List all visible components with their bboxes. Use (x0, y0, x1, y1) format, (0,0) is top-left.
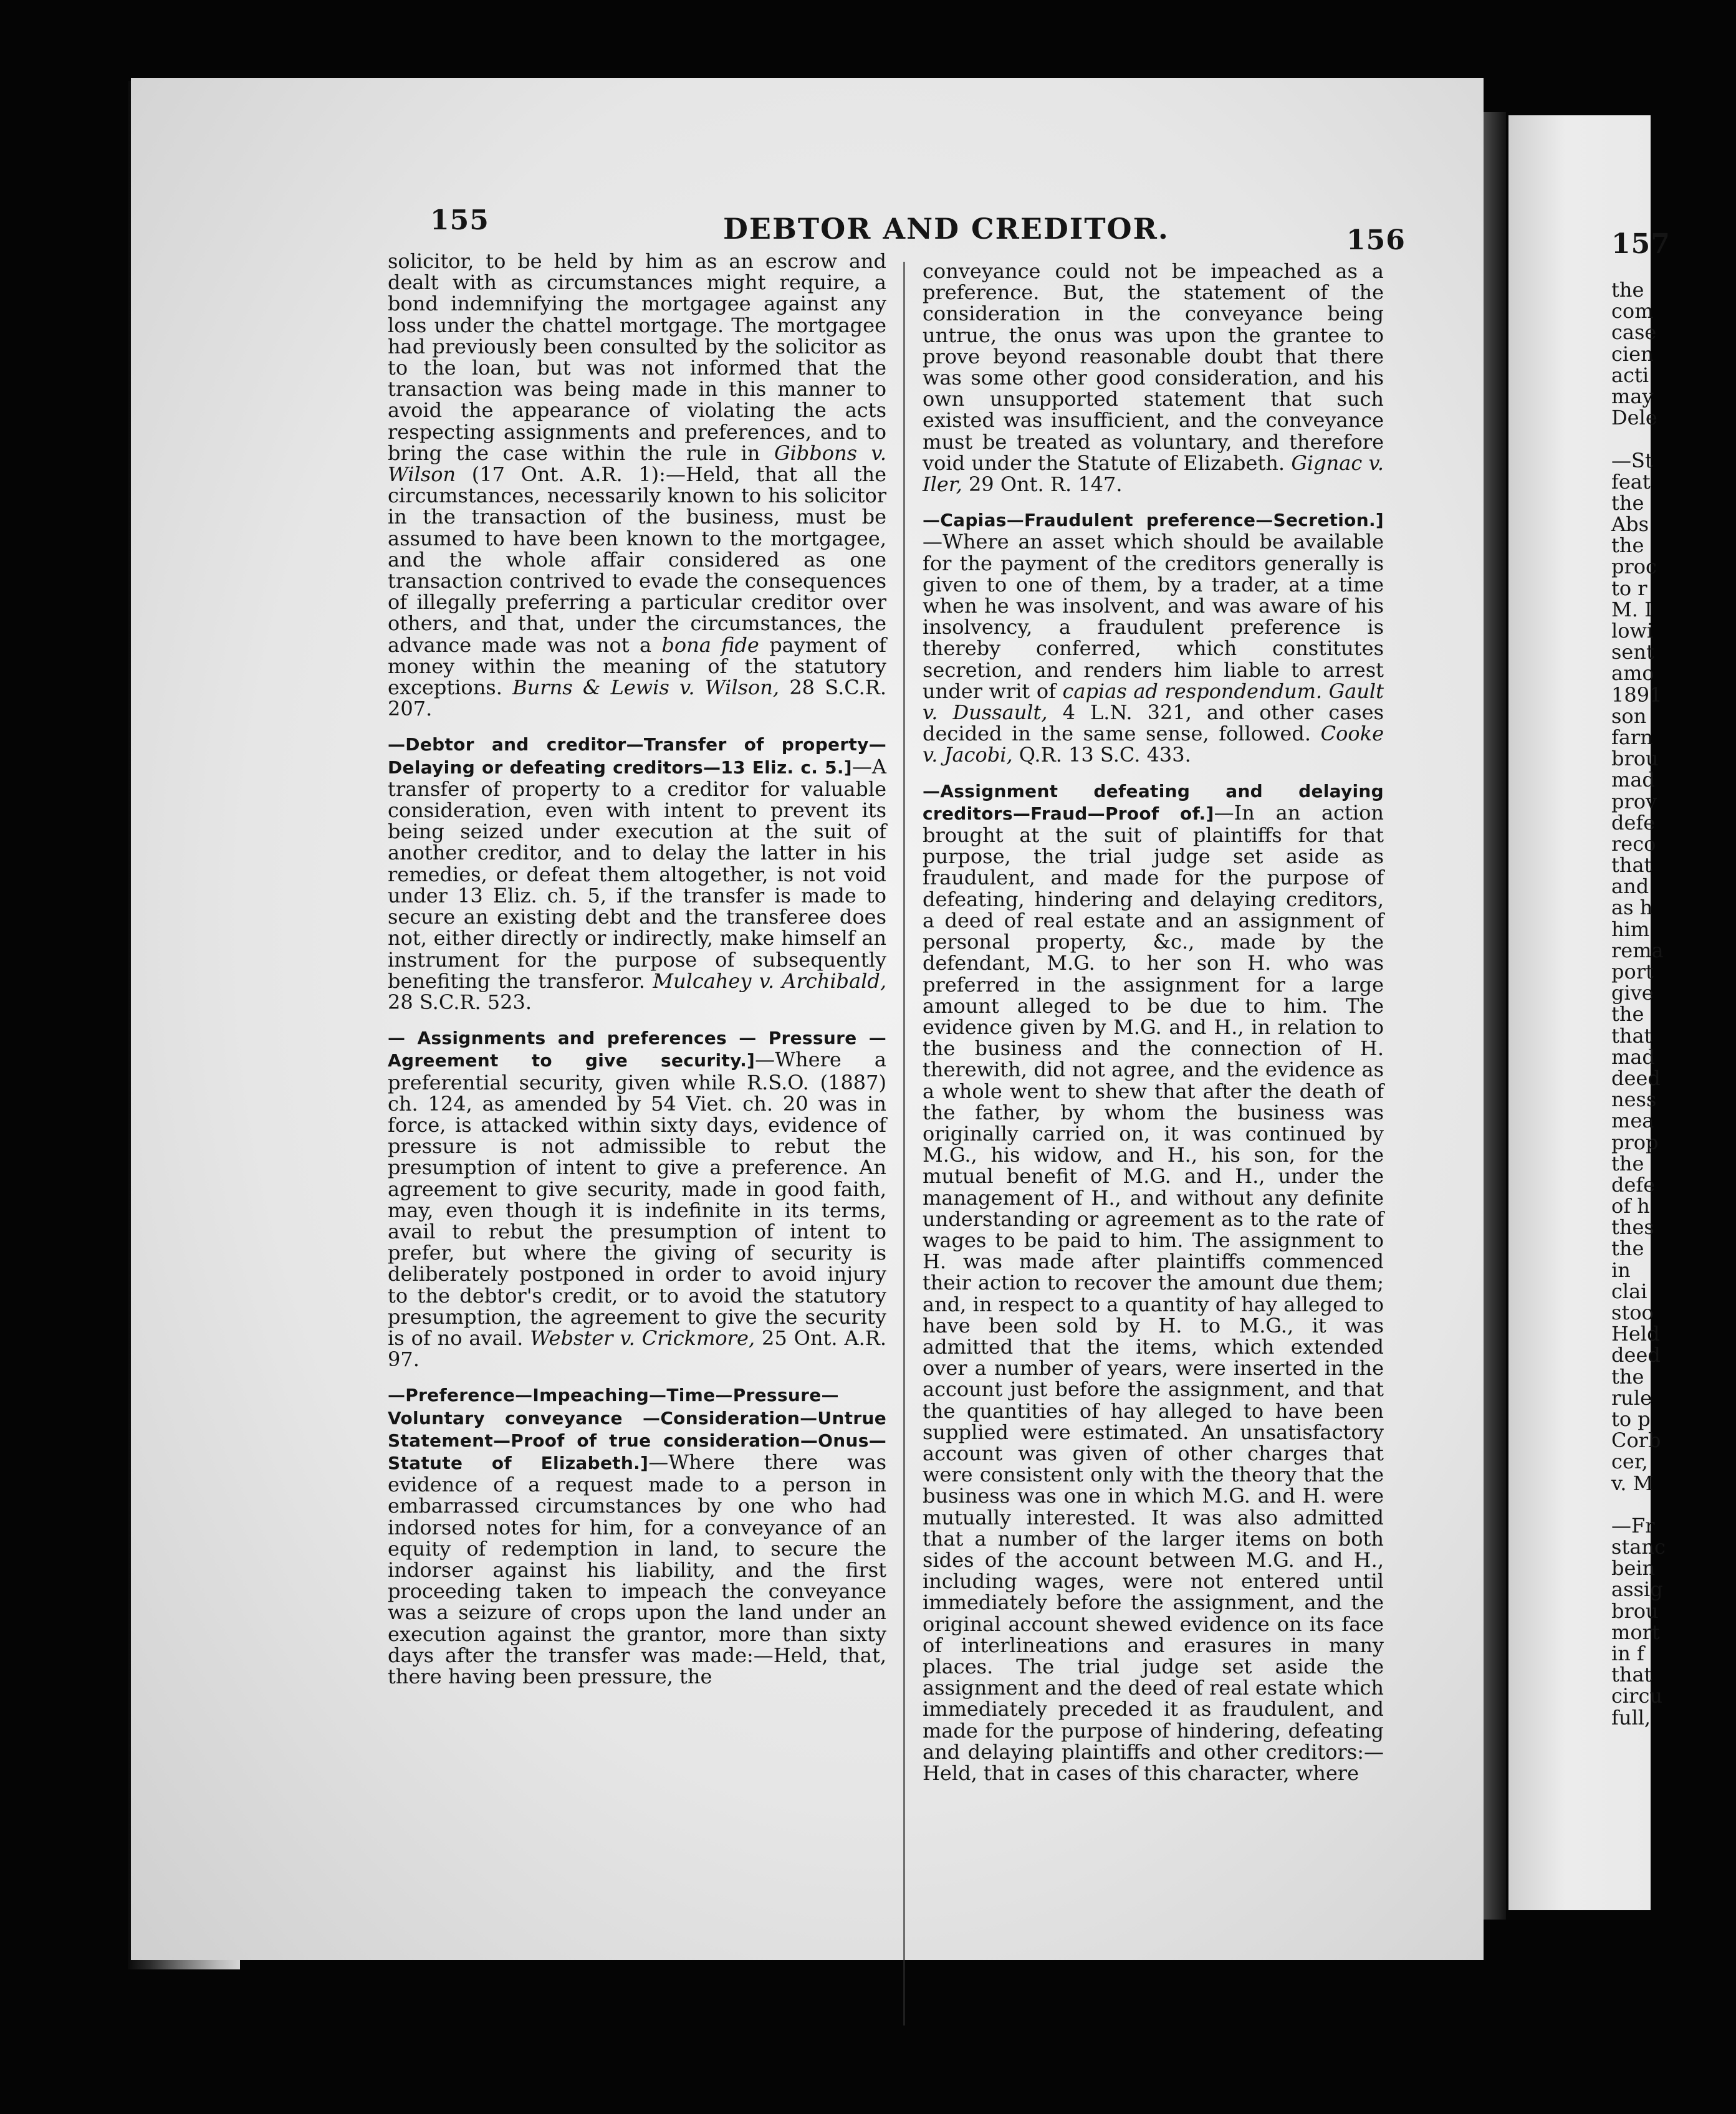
entry-heading: —Debtor and creditor—Transfer of property—Delaying or defeating creditors—13 Eliz. c. 5.] (388, 734, 886, 778)
next-page-line-fragment: Corb (1611, 1428, 1661, 1453)
next-page-line-fragment: the (1611, 490, 1644, 515)
next-page-line-fragment: rema (1611, 938, 1664, 962)
next-page-line-fragment: prop (1611, 1130, 1659, 1154)
left-text-column (388, 251, 886, 1701)
page-title: DEBTOR AND CREDITOR. (723, 212, 1169, 246)
entry-burns-v-wilson (388, 251, 886, 719)
entry-mulcahey-v-archibald (388, 733, 886, 1013)
next-page-line-fragment: 1891 (1611, 682, 1662, 707)
next-page-line-fragment: defe (1611, 1172, 1656, 1197)
next-page-line-fragment: him (1611, 917, 1650, 941)
case-citation: 28 S.C.R. 207. (388, 676, 887, 721)
case-citation: 28 S.C.R. 523. (388, 990, 532, 1014)
entry-heading: —Assignment defeating and delaying creditors—Fraud—Proof of.] (923, 780, 1384, 824)
entry-text: payment of money within the meaning of the statutory exceptions. (388, 633, 887, 700)
next-page-line-fragment (1611, 1494, 1736, 1515)
next-page-line-fragment: amo (1611, 661, 1654, 686)
next-page-line-fragment: mea (1611, 1109, 1654, 1133)
next-page-line-fragment: in (1611, 1258, 1631, 1282)
next-page-line-fragment: give (1611, 981, 1654, 1005)
entry-heading: —Preference—Impeaching—Time—Pressure—Voluntary conveyance —Consideration—Untrue Statement—Proof of true consideration—Onus—Statute of Elizabeth.] (388, 1385, 886, 1473)
case-citation: 29 Ont. R. 147. (962, 472, 1123, 497)
page-number-right: 156 (1346, 224, 1406, 256)
entry-webster-v-crickmore (388, 1026, 886, 1370)
entry-gignac-v-iler (388, 1384, 886, 1687)
next-page-line-fragment: farn (1611, 725, 1653, 749)
next-page-line-fragment: deed (1611, 1343, 1661, 1367)
next-page-line-fragment: in f (1611, 1642, 1644, 1665)
next-page-line-fragment: the (1611, 278, 1644, 302)
entry-text: —In an action brought at the suit of plaintiffs for that purpose, the trial judge set aside as fraudulent, and made for the purpose of defeating, hindering and delaying creditors, a deed of real estate and an assignment of personal property, &c., made by the defendant, M.G. to her son H. who was preferred in the assignment for a large amount alleged to be due to him. The evidence given by M.G. and H., in relation to the business and the connection of H. therewith, did not agree, and the evidence as a whole went to shew that after the death of the father, by whom the business was originally carried on, it was continued by M.G., his widow, and H., his son, for the mutual benefit of M.G. and H., under the management of H., and without any definite understanding or agreement as to the rate of wages to be paid to him. The assignment to H. was made after plaintiffs commenced their action to recover the amount due them; and, in respect to a quantity of hay alleged to have been sold by H. to M.G., it was admitted that the items, which extended over a number of years, were inserted in the account just before the assignment, and that the quantities of hay alleged to have been supplied were estimated. An unsatisfactory account was given of other charges that were consistent only with the theory that the business was one in which M.G. and H. were mutually interested. It was also admitted that a number of the larger items on both sides of the account between M.G. and H., including wages, were not entered until immediately before the assignment, and the original account shewed evidence on its face of interlineations and erasures in many places. The trial judge set aside the assignment and the deed of real estate which immediately preceded it as fraudulent, and made for the purpose of hindering, defeating and delaying plaintiffs and other creditors:—Held, that in cases of this character, where (923, 800, 1384, 1786)
next-page-line-fragment: mad (1611, 768, 1655, 792)
entry-text: —Where a preferential security, given while R.S.O. (1887) ch. 124, as amended by 54 Viet. ch. 20 was in force, is attacked within sixty days, evidence of pressure is not admissible to rebut the presumption of intent to give a preference. An agreement to give security, made in good faith, may, even though it is indefinite in its terms, avail to rebut the presumption of intent to prefer, but where the giving of security is deliberately postponed in order to avoid injury to the debtor's credit, or to avoid the statutory presumption, the agreement to give the security is of no avail. (388, 1048, 887, 1350)
entry-gignac-v-iler-continued (923, 261, 1384, 495)
next-page-line-fragment: —Fr (1611, 1513, 1655, 1538)
next-page-line-fragment: v. M (1611, 1471, 1654, 1495)
next-page-line-fragment: stanc (1611, 1535, 1666, 1559)
next-page-line-fragment: to p (1611, 1407, 1651, 1431)
next-page-line-fragment: prov (1611, 789, 1657, 813)
next-page-line-fragment: Abs (1611, 512, 1649, 537)
running-head (0, 198, 1671, 260)
next-page-text-fragments (1611, 279, 1736, 1728)
next-page-line-fragment: as h (1611, 896, 1653, 920)
case-name: Gignac v. Iler, (923, 451, 1384, 497)
entry-text: (17 Ont. A.R. 1):—Held, that all the circumstances, necessarily known to his solicitor in the transaction of the business, must be assumed to have been known to the mortgagee, and the whole affair considered as one transaction contrived to evade the consequences of illegally preferring a particular creditor over others, and that, under the circumstances, the advance made was not a (388, 462, 886, 657)
next-page-line-fragment: bein (1611, 1556, 1656, 1581)
case-name: Webster v. Crickmore, (530, 1326, 755, 1350)
case-name: Burns & Lewis v. Wilson, (512, 676, 780, 700)
next-page-line-fragment: mad (1611, 1045, 1655, 1069)
next-page-line-fragment: the (1611, 1364, 1644, 1389)
next-page-line-fragment: full, (1611, 1705, 1651, 1729)
page-number-next: 157 (1611, 228, 1671, 260)
next-page-line-fragment: proc (1611, 555, 1657, 579)
next-page-line-fragment: to r (1611, 576, 1647, 600)
next-page-line-fragment: port (1611, 960, 1654, 983)
next-page-line-fragment: that (1611, 1663, 1652, 1687)
entry-heading: —Capias—Fraudulent preference—Secretion.] (923, 510, 1384, 531)
next-page-line-fragment: may (1611, 384, 1654, 408)
entry-text: solicitor, to be held by him as an escrow and dealt with as circumstances might require, a bond indemnifying the mortgagee against any loss under the chattel mortgage. The mortgagee had previously been consulted by the solicitor as to the loan, but was not informed that the transaction was being made in this manner to avoid the appearance of violating the acts respecting assignments and preferences, and to bring the case within the rule in (388, 249, 886, 465)
next-page-line-fragment: that (1611, 1023, 1652, 1048)
next-page-line-fragment: mort (1611, 1620, 1660, 1644)
page-number-left: 155 (430, 204, 489, 236)
next-page-line-fragment: case (1611, 320, 1657, 345)
case-name: Gault v. Dussault, (923, 679, 1384, 725)
entry-text: 4 L.N. 321, and other cases decided in the same sense, followed. (923, 701, 1384, 746)
case-citation: 25 Ont. A.R. 97. (388, 1326, 887, 1372)
next-page-line-fragment: brou (1611, 747, 1659, 771)
next-page-line-fragment: defe (1611, 810, 1656, 835)
next-page-line-fragment: acti (1611, 363, 1649, 387)
next-page-line-fragment: com (1611, 299, 1654, 323)
entry-text: —Where there was evidence of a request made to a person in embarrassed circumstances by one who had indorsed notes for him, for a conveyance of an equity of redemption in land, to secure the indorser against his liability, and the first proceeding taken to impeach the conveyance was a seizure of crops upon the land under an execution against the grantor, more than sixty days after the transfer was made:—Held, that, there having been pressure, the (388, 1450, 886, 1688)
entry-heading: — Assignments and preferences — Pressure — Agreement to give security.] (388, 1028, 886, 1071)
case-citation: Q.R. 13 S.C. 433. (1012, 743, 1191, 767)
next-page-line-fragment: deed (1611, 1066, 1661, 1090)
next-page-line-fragment: and (1611, 874, 1649, 899)
next-page-line-fragment: clai (1611, 1279, 1647, 1303)
entry-text: conveyance could not be impeached as a preference. But, the statement of the consideration in the conveyance being untrue, the onus was upon the grantee to prove beyond reasonable doubt that there was some other good consideration, and his own unsupported statement that such existed was insufficient, and the conveyance must be treated as voluntary, and therefore void under the Statute of Elizabeth. (923, 259, 1384, 475)
next-page-line-fragment: stoo (1611, 1301, 1654, 1324)
entry-cooke-v-jacobi (923, 509, 1384, 765)
next-page-line-fragment: cer, (1611, 1450, 1648, 1474)
next-page-line-fragment: thes (1611, 1215, 1654, 1240)
case-name: Cooke v. Jacobi, (923, 722, 1384, 767)
right-text-column (923, 261, 1384, 1797)
next-page-line-fragment: Held (1611, 1322, 1660, 1346)
entry-assignment-fraud (923, 780, 1384, 1784)
next-page-line-fragment: cien (1611, 342, 1654, 366)
next-page-line-fragment: of h (1611, 1194, 1650, 1218)
next-page-line-fragment: lowi (1611, 619, 1654, 643)
next-page-line-fragment: the (1611, 1002, 1644, 1026)
next-page-line-fragment: son (1611, 704, 1647, 728)
next-page-line-fragment: circu (1611, 1684, 1662, 1708)
next-page-line-fragment: reco (1611, 831, 1656, 856)
entry-text: —Where an asset which should be available for the payment of the creditors generally is given to one of them, by a trader, at a time when he was insolvent, and was aware of his insolvency, a fraudulent preference is thereby conferred, which constitutes secretion, and renders him liable to arrest under writ of (923, 530, 1384, 703)
next-page-line-fragment: Dele (1611, 406, 1657, 430)
next-page-line-fragment: the (1611, 1151, 1644, 1175)
next-page-line-fragment: the (1611, 533, 1644, 558)
next-page-line-fragment: sent (1611, 640, 1654, 664)
next-page-line-fragment: brou (1611, 1599, 1659, 1623)
next-page-line-fragment: M. I (1611, 597, 1652, 621)
case-name: Mulcahey v. Archibald, (653, 969, 887, 993)
latin-term: bona fide (661, 633, 759, 657)
next-page-line-fragment: the (1611, 1236, 1644, 1261)
entry-text: —A transfer of property to a creditor for valuable consideration, even with intent to prevent its being seized under execution at the suit of another creditor, and to delay the latter in his remedies, or defeat them altogether, is not void under 13 Eliz. ch. 5, if the transfer is made to secure an existing debt and the transferee does not, either directly or indirectly, make himself an instrument for the purpose of subsequently benefiting the transferor. (388, 754, 886, 993)
next-page-line-fragment: assig (1611, 1577, 1663, 1602)
page-gutter (1484, 112, 1506, 1920)
case-name: Gibbons v. Wilson (388, 441, 887, 487)
next-page-line-fragment: rule (1611, 1385, 1652, 1410)
next-page-line-fragment: ness (1611, 1088, 1657, 1112)
column-divider (903, 262, 905, 2026)
next-page-line-fragment: —St (1611, 448, 1653, 472)
next-page-line-fragment: feat (1611, 469, 1651, 494)
latin-term: capias ad respondendum. (1062, 679, 1323, 703)
next-page-line-fragment (1611, 428, 1736, 449)
next-page-line-fragment: that (1611, 853, 1652, 878)
